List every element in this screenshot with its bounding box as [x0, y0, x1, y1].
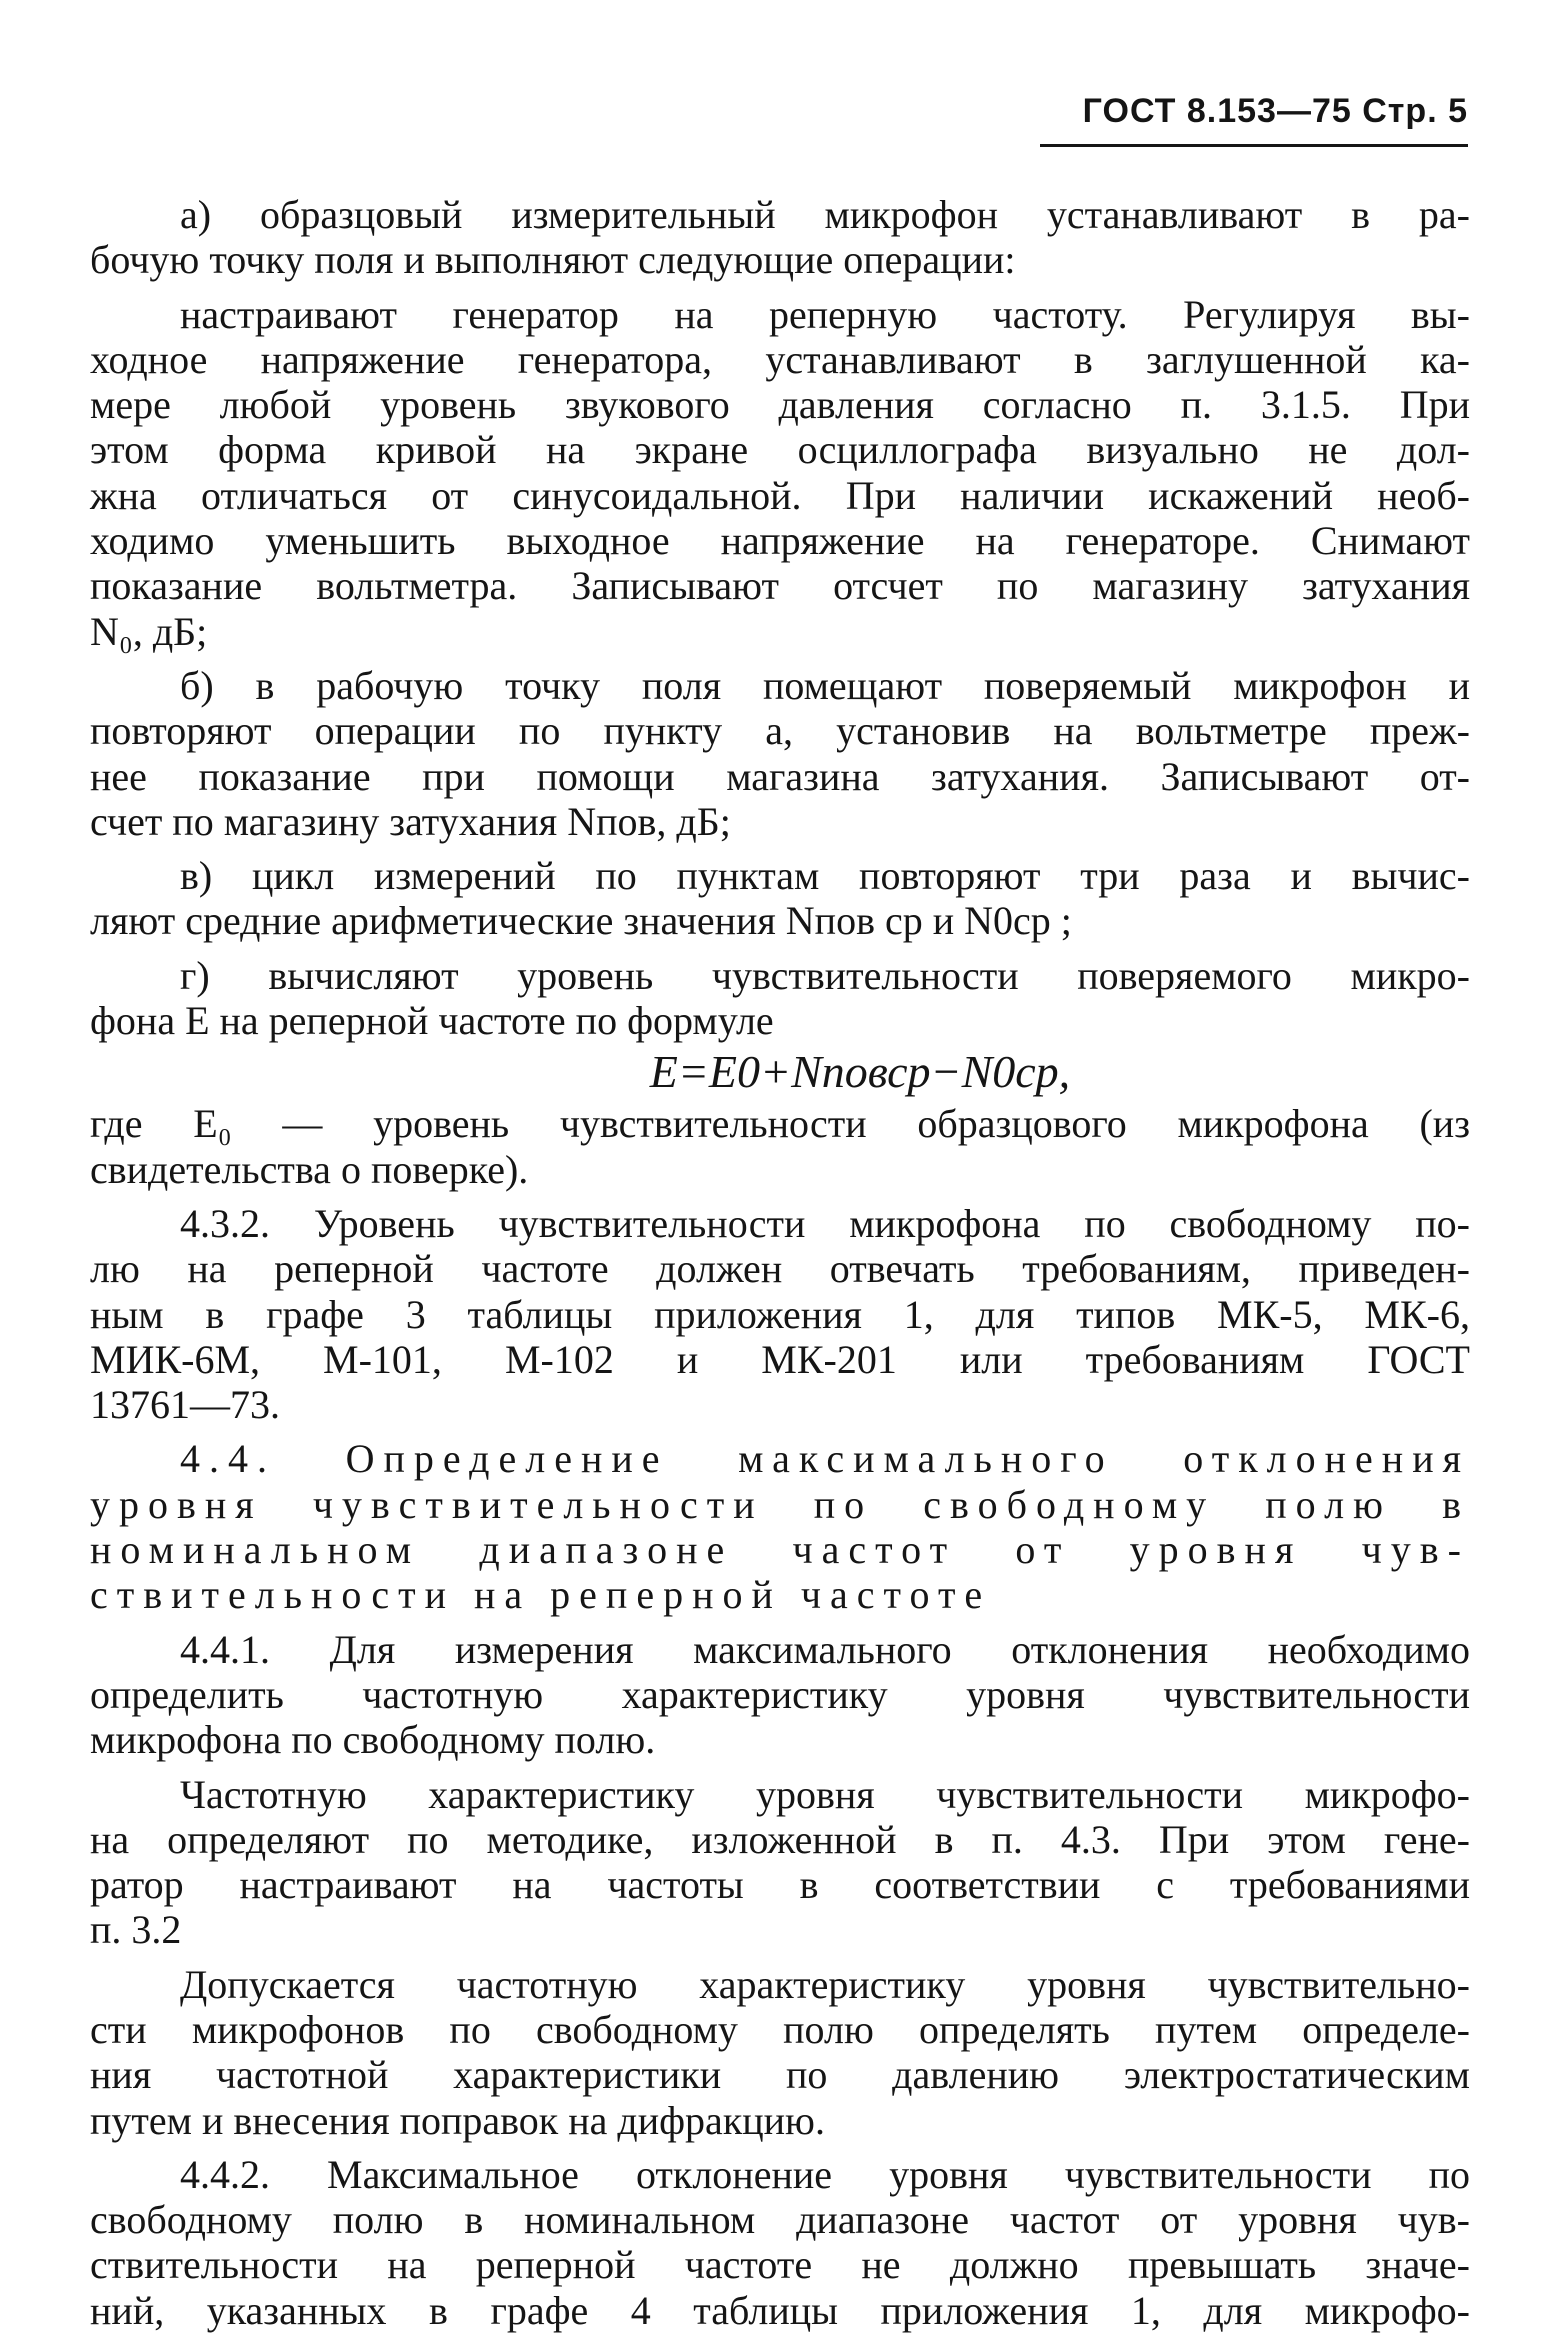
- text-line: 4.3.2. Уровень чувствительности микрофона по свободному по-: [180, 1200, 1470, 1246]
- text-line: настраивают генератор на реперную частоту. Регулируя вы-: [180, 291, 1470, 337]
- text-line: уровня чувствительности по свободному полю в: [90, 1481, 1470, 1527]
- document-body: [90, 192, 1470, 2333]
- text-line: ляют средние арифметические значения Nпов ср и N0ср ;: [90, 898, 1072, 944]
- text-line: 4.4.2. Максимальное отклонение уровня чувствительности по: [180, 2151, 1470, 2197]
- text-line: а) образцовый измерительный микрофон устанавливают в ра-: [180, 192, 1470, 237]
- text-line: жна отличаться от синусоидальной. При наличии искажений необ-: [90, 472, 1470, 518]
- text-line: ний, указанных в графе 4 таблицы приложения 1, для микрофо-: [90, 2287, 1470, 2333]
- text-line: свободному полю в номинальном диапазоне частот от уровня чув-: [90, 2197, 1470, 2243]
- text-line: где E₀ — уровень чувствительности образцового микрофона (из: [90, 1101, 1470, 1147]
- text-line: 4.4.1. Для измерения максимального отклонения необходимо: [180, 1626, 1470, 1672]
- text-line: ратор настраивают на частоты в соответствии с требованиями: [90, 1862, 1470, 1908]
- text-line: этом форма кривой на экране осциллографа визуально не дол-: [90, 427, 1470, 473]
- text-line: свидетельства о поверке).: [90, 1146, 529, 1192]
- text-line: 4.4. Определение максимального отклонения: [180, 1436, 1470, 1482]
- text-line: N₀, дБ;: [90, 608, 208, 654]
- text-line: счет по магазину затухания Nпов, дБ;: [90, 798, 731, 844]
- formula-line: E=E0+Nповср−N0ср,: [649, 1046, 1071, 1098]
- text-line: микрофона по свободному полю.: [90, 1717, 656, 1763]
- text-line: 13761—73.: [90, 1382, 280, 1428]
- text-line: п. 3.2: [90, 1907, 182, 1953]
- text-line: ходное напряжение генератора, устанавливают в заглушенной ка-: [90, 336, 1470, 382]
- paragraph-gap: [90, 1953, 1470, 1962]
- text-line: номинальном диапазоне частот от уровня чув-: [90, 1527, 1470, 1573]
- paragraph-gap: [90, 654, 1470, 663]
- text-line: мере любой уровень звукового давления согласно п. 3.1.5. При: [90, 382, 1470, 428]
- page-header: ГОСТ 8.153—75 Стр. 5: [1082, 92, 1468, 130]
- text-line: ствительности на реперной частоте не должно превышать значе-: [90, 2242, 1470, 2288]
- text-line: бочую точку поля и выполняют следующие операции:: [90, 237, 1016, 283]
- text-line: г) вычисляют уровень чувствительности поверяемого микро-: [180, 952, 1470, 998]
- text-line: б) в рабочую точку поля помещают поверяемый микрофон и: [180, 662, 1470, 708]
- paragraph-gap: [90, 2143, 1470, 2152]
- header-rule: [1040, 144, 1468, 147]
- text-line: МИК-6М, М-101, М-102 и МК-201 или требованиям ГОСТ: [90, 1336, 1470, 1382]
- text-line: нее показание при помощи магазина затухания. Записывают от-: [90, 753, 1470, 799]
- text-line: ния частотной характеристики по давлению электростатическим: [90, 2052, 1470, 2098]
- text-line: лю на реперной частоте должен отвечать требованиям, приведен-: [90, 1246, 1470, 1292]
- text-line: определить частотную характеристику уровня чувствительности: [90, 1671, 1470, 1717]
- text-line: фона E на реперной частоте по формуле: [90, 998, 774, 1044]
- text-line: ходимо уменьшить выходное напряжение на генераторе. Снимают: [90, 518, 1470, 564]
- paragraph-gap: [90, 283, 1470, 292]
- text-line: показание вольтметра. Записывают отсчет по магазину затухания: [90, 563, 1470, 609]
- text-line: путем и внесения поправок на дифракцию.: [90, 2097, 825, 2143]
- text-line: сти микрофонов по свободному полю определять путем определе-: [90, 2006, 1470, 2052]
- paragraph-gap: [90, 844, 1470, 853]
- paragraph-gap: [90, 1192, 1470, 1201]
- text-line: ным в графе 3 таблицы приложения 1, для типов МК-5, МК-6,: [90, 1291, 1470, 1337]
- paragraph-gap: [90, 1427, 1470, 1436]
- text-line: в) цикл измерений по пунктам повторяют три раза и вычис-: [180, 853, 1470, 899]
- text-line: на определяют по методике, изложенной в п. 4.3. При этом гене-: [90, 1816, 1470, 1862]
- text-line: ствительности на реперной частоте: [90, 1572, 992, 1618]
- text-line: Частотную характеристику уровня чувствительности микрофо-: [180, 1771, 1470, 1817]
- text-line: повторяют операции по пункту а, установив на вольтметре преж-: [90, 708, 1470, 754]
- paragraph-gap: [90, 944, 1470, 953]
- paragraph-gap: [90, 1618, 1470, 1627]
- paragraph-gap: [90, 1763, 1470, 1772]
- text-line: Допускается частотную характеристику уровня чувствительно-: [180, 1961, 1470, 2007]
